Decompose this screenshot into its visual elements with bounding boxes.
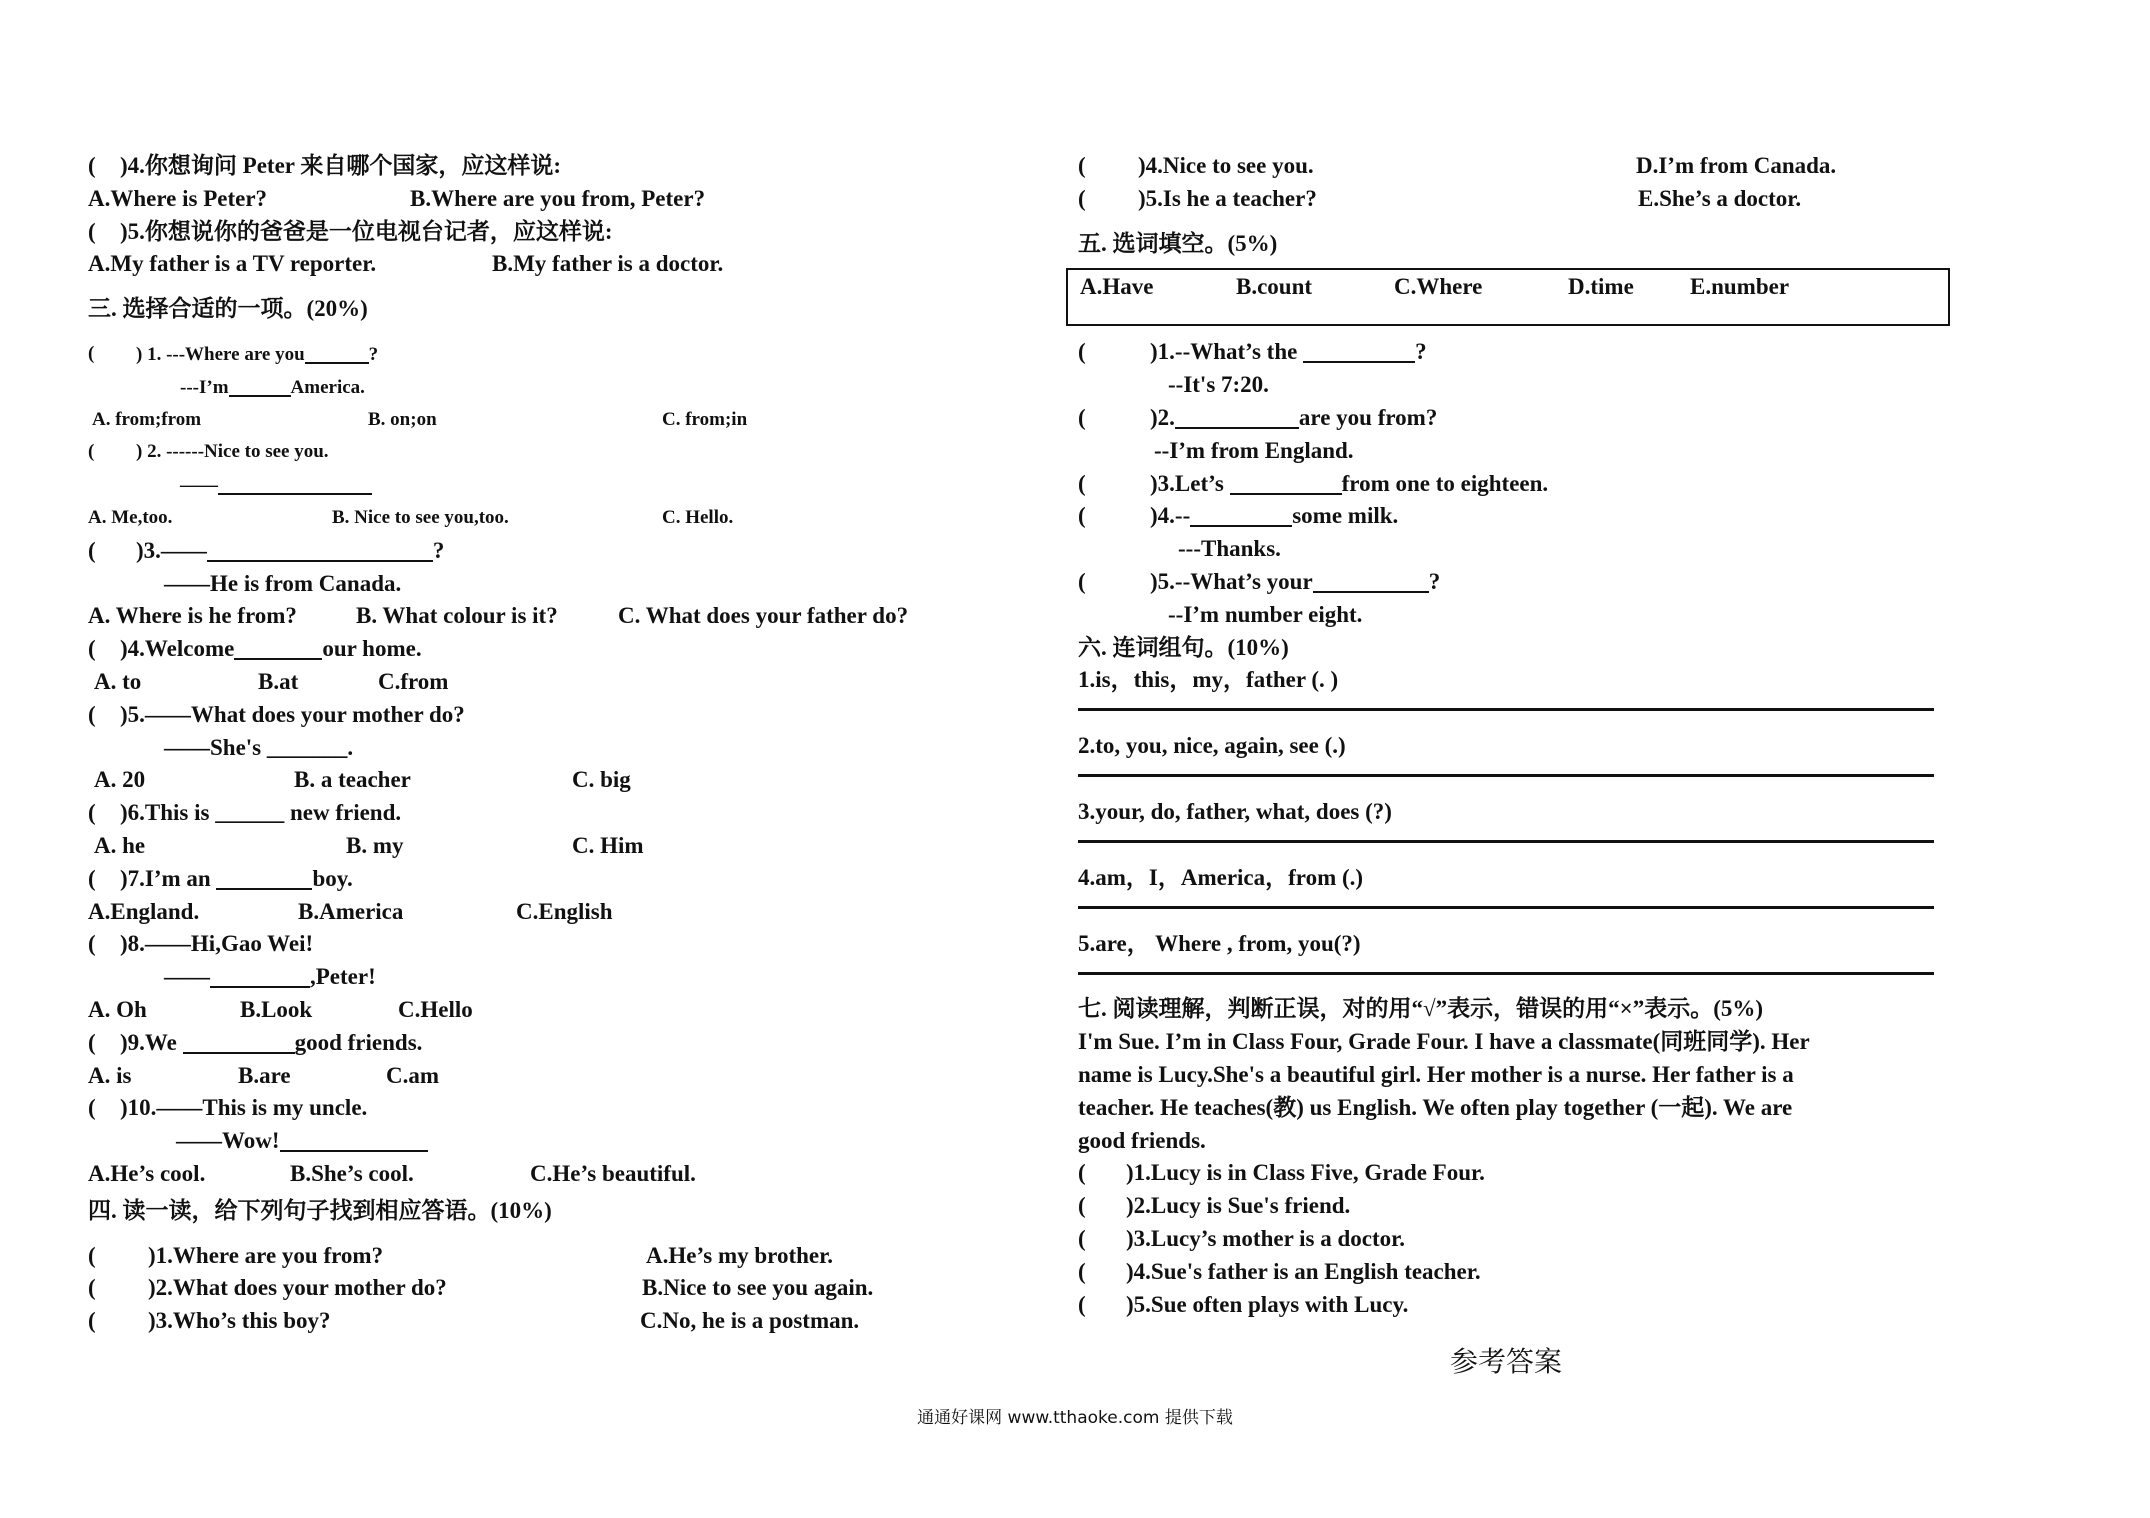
option-b: B. a teacher xyxy=(294,767,411,793)
answer-paren[interactable]: ( xyxy=(1078,1160,1086,1186)
statement-text: )1.Lucy is in Class Five, Grade Four. xyxy=(1126,1160,1485,1186)
fill-blank[interactable] xyxy=(216,864,312,890)
fill-blank[interactable] xyxy=(1303,337,1415,363)
answer-option: D.I’m from Canada. xyxy=(1636,153,1837,178)
option-a: A. is xyxy=(88,1062,132,1088)
scrambled-words: 2.to, you, nice, again, see (.) xyxy=(1078,733,1346,759)
word-bank xyxy=(1066,268,1950,326)
passage-line: teacher. He teaches(教) us English. We often play together (一起). We are xyxy=(1078,1094,1793,1120)
question-text: )1.--What’s the ? xyxy=(1150,339,1427,365)
fill-blank[interactable] xyxy=(1190,501,1292,527)
answer-paren[interactable]: ( xyxy=(1078,1258,1086,1284)
option-b: B.are xyxy=(238,1062,291,1088)
option-a: A. Oh xyxy=(88,996,147,1022)
option-a: A.Where is Peter? xyxy=(88,185,268,211)
fill-blank[interactable] xyxy=(305,338,369,364)
reply-line: ——She's _______. xyxy=(164,734,354,760)
answer-option: C.No, he is a postman. xyxy=(640,1308,860,1334)
question-text: )4.-- some milk. xyxy=(1150,503,1399,529)
answer-paren[interactable]: ( xyxy=(1078,1291,1086,1317)
fill-blank[interactable] xyxy=(280,1126,428,1152)
reply-line: --I’m from England. xyxy=(1154,437,1354,463)
options-line xyxy=(88,183,988,216)
answer-paren[interactable]: ( xyxy=(88,218,96,244)
answer-paren[interactable]: ( xyxy=(1078,185,1086,211)
option-a: A. Where is he from? xyxy=(88,603,297,629)
option-b: B. What colour is it? xyxy=(356,603,558,629)
question-line xyxy=(88,535,988,568)
answer-paren[interactable]: ( xyxy=(1078,404,1086,430)
statement-text: )5.Sue often plays with Lucy. xyxy=(1126,1291,1409,1317)
option-c: C. big xyxy=(572,767,631,793)
question-text: )5.--What’s your ? xyxy=(1150,568,1441,594)
question-text: )4.你想询问 Peter 来自哪个国家，应这样说: xyxy=(120,153,561,178)
passage-line: good friends. xyxy=(1078,1127,1206,1153)
option-a: A.He’s cool. xyxy=(88,1160,206,1186)
answer-option: A.He’s my brother. xyxy=(646,1242,833,1268)
answer-paren[interactable]: ( xyxy=(1078,503,1086,529)
section-title: 七. 阅读理解，判断正误，对的用“√”表示，错误的用“×”表示。(5%) xyxy=(1078,996,1764,1022)
judge-line xyxy=(1078,1190,1948,1223)
question-line xyxy=(1078,500,1948,533)
judge-line xyxy=(1078,1223,1948,1256)
answer-paren[interactable]: ( xyxy=(1078,1193,1086,1219)
answer-line[interactable] xyxy=(1078,972,1934,975)
question-text: ) 1. ---Where are you ? xyxy=(136,338,378,372)
scrambled-words: 3.your, do, father, what, does (?) xyxy=(1078,798,1392,824)
option-c: C.Hello xyxy=(398,996,473,1022)
answer-line[interactable] xyxy=(1078,774,1934,777)
fill-blank[interactable] xyxy=(207,536,433,562)
question-line xyxy=(88,436,988,469)
question-text: )5.你想说你的爸爸是一位电视台记者，应这样说: xyxy=(120,218,613,244)
scrambled-words: 4.am，I，America，from (.) xyxy=(1078,864,1364,890)
option-c: C.English xyxy=(516,898,613,924)
question-text: )3.Let’s from one to eighteen. xyxy=(1150,470,1549,496)
question-line xyxy=(1078,402,1948,435)
option-c: C. What does your father do? xyxy=(618,603,909,629)
option-c: C. Him xyxy=(572,832,644,858)
question-line xyxy=(88,863,988,896)
fill-blank[interactable] xyxy=(210,962,310,988)
question-text: )2. are you from? xyxy=(1150,404,1438,430)
options-line xyxy=(88,896,988,929)
answer-line[interactable] xyxy=(1078,708,1934,711)
reply-line: --It's 7:20. xyxy=(1168,372,1269,398)
reply-line: —— xyxy=(88,469,988,502)
question-line xyxy=(1078,468,1948,501)
answer-paren[interactable]: ( xyxy=(88,701,96,727)
option-c: C.am xyxy=(386,1062,440,1088)
judge-line xyxy=(1078,1256,1948,1289)
question-line xyxy=(1078,566,1948,599)
options-line xyxy=(88,830,988,863)
question-text: )7.I’m an boy. xyxy=(120,865,353,891)
option-c: C.from xyxy=(378,668,449,694)
answer-paren[interactable]: ( xyxy=(88,1095,96,1121)
statement-text: )4.Sue's father is an English teacher. xyxy=(1126,1258,1481,1284)
question-text: )2.What does your mother do? xyxy=(148,1275,447,1301)
question-text: )4.Welcome our home. xyxy=(120,636,422,662)
option-c: C. from;in xyxy=(662,408,748,430)
answer-paren[interactable]: ( xyxy=(88,537,96,563)
section-title: 五. 选词填空。(5%) xyxy=(1078,230,1278,256)
question-line xyxy=(88,338,988,371)
judge-line xyxy=(1078,1157,1948,1190)
reply-line: --I’m number eight. xyxy=(1168,601,1363,627)
passage-line: I'm Sue. I’m in Class Four, Grade Four. I have a classmate(同班同学). Her xyxy=(1078,1029,1810,1055)
options-line xyxy=(88,994,988,1027)
answer-paren[interactable]: ( xyxy=(1078,568,1086,594)
word-option: E.number xyxy=(1690,274,1790,300)
option-a: A. 20 xyxy=(94,767,146,793)
reply-line: ——Wow! xyxy=(88,1125,988,1158)
option-b: B.at xyxy=(258,668,299,694)
question-text: )5.Is he a teacher? xyxy=(1138,185,1317,211)
match-line xyxy=(88,1272,988,1305)
fill-blank[interactable] xyxy=(218,469,372,495)
fill-blank[interactable] xyxy=(1313,567,1429,593)
section-title: 三. 选择合适的一项。(20%) xyxy=(88,296,368,322)
match-line xyxy=(1078,150,1948,183)
option-b: B.My father is a doctor. xyxy=(492,251,724,277)
option-a: A.England. xyxy=(88,898,200,924)
options-line xyxy=(88,1158,988,1191)
judge-line xyxy=(1078,1289,1948,1322)
option-a: A.My father is a TV reporter. xyxy=(88,251,377,277)
word-option: C.Where xyxy=(1394,274,1483,300)
answer-paren[interactable]: ( xyxy=(1078,339,1086,365)
answer-line[interactable] xyxy=(1078,840,1934,843)
option-c: C. Hello. xyxy=(662,506,734,528)
question-line xyxy=(88,928,988,961)
option-a: A. Me,too. xyxy=(88,506,173,528)
question-line xyxy=(1078,336,1948,369)
question-text: )9.We good friends. xyxy=(120,1029,423,1055)
question-text: )6.This is ______ new friend. xyxy=(120,800,402,826)
reply-line: ---I’m America. xyxy=(88,371,988,404)
question-text: )4.Nice to see you. xyxy=(1138,153,1314,178)
answer-paren[interactable]: ( xyxy=(88,153,96,178)
option-b: B. Nice to see you,too. xyxy=(332,506,509,528)
reply-line: ---Thanks. xyxy=(1178,536,1281,562)
answer-paren[interactable]: ( xyxy=(88,1242,96,1268)
options-line xyxy=(88,502,988,535)
question-line xyxy=(88,216,988,249)
scrambled-words: 1.is，this，my，father (. ) xyxy=(1078,667,1339,693)
answer-paren[interactable]: ( xyxy=(1078,1225,1086,1251)
options-line xyxy=(88,248,988,281)
answer-paren[interactable]: ( xyxy=(1078,153,1086,178)
sentence-item xyxy=(1078,664,1948,730)
option-b: B. on;on xyxy=(368,408,437,430)
answer-paren[interactable]: ( xyxy=(88,636,96,662)
answer-paren[interactable]: ( xyxy=(88,1275,96,1301)
fill-blank[interactable] xyxy=(234,634,322,660)
question-line xyxy=(88,633,988,666)
answer-paren[interactable]: ( xyxy=(88,931,96,957)
option-a: A. he xyxy=(94,832,146,858)
match-line xyxy=(88,1240,988,1273)
word-option: A.Have xyxy=(1080,274,1154,300)
question-text: )3.—— ? xyxy=(136,537,445,563)
question-text: )3.Who’s this boy? xyxy=(148,1308,331,1334)
answer-paren[interactable]: ( xyxy=(88,865,96,891)
option-b: B. my xyxy=(346,832,404,858)
scrambled-words: 5.are， Where , from, you(?) xyxy=(1078,930,1361,956)
answer-paren[interactable]: ( xyxy=(88,342,95,364)
fill-blank[interactable] xyxy=(229,371,291,397)
word-option: D.time xyxy=(1568,274,1634,300)
word-option: B.count xyxy=(1236,274,1313,300)
option-b: B.America xyxy=(298,898,404,924)
sentence-item xyxy=(1078,862,1948,928)
reply-line: —— ,Peter! xyxy=(164,964,376,990)
sentence-item xyxy=(1078,796,1948,862)
answer-paren[interactable]: ( xyxy=(88,800,96,826)
section-title: 四. 读一读，给下列句子找到相应答语。(10%) xyxy=(88,1197,552,1223)
option-c: C.He’s beautiful. xyxy=(530,1160,696,1186)
question-text: )5.——What does your mother do? xyxy=(120,701,465,727)
answer-option: B.Nice to see you again. xyxy=(642,1275,874,1301)
option-b: B.She’s cool. xyxy=(290,1160,414,1186)
answer-paren[interactable]: ( xyxy=(88,1308,96,1334)
fill-blank[interactable] xyxy=(1230,469,1342,495)
question-line xyxy=(88,797,988,830)
reference-answer-heading: 参考答案 xyxy=(1450,1345,1563,1378)
question-text: )10.——This is my uncle. xyxy=(120,1095,368,1121)
sentence-item xyxy=(1078,730,1948,796)
fill-blank[interactable] xyxy=(1175,403,1299,429)
options-line xyxy=(88,1060,988,1093)
question-line xyxy=(88,150,988,183)
question-line xyxy=(88,1092,988,1125)
question-line xyxy=(88,699,988,732)
options-line xyxy=(88,600,988,633)
page-footer: 通通好课网 www.tthaoke.com 提供下载 xyxy=(917,1408,1233,1428)
passage-line: name is Lucy.She's a beautiful girl. Her mother is a nurse. Her father is a xyxy=(1078,1061,1794,1087)
left-column xyxy=(88,150,988,1338)
option-a: A. from;from xyxy=(92,408,202,430)
options-line xyxy=(88,404,988,437)
sentence-item xyxy=(1078,928,1948,994)
question-text: )1.Where are you from? xyxy=(148,1242,384,1268)
statement-text: )2.Lucy is Sue's friend. xyxy=(1126,1193,1351,1219)
option-b: B.Look xyxy=(240,996,313,1022)
match-line xyxy=(88,1305,988,1338)
reply-line: ——He is from Canada. xyxy=(164,570,402,596)
right-column xyxy=(1078,150,1948,1321)
answer-line[interactable] xyxy=(1078,906,1934,909)
answer-paren[interactable]: ( xyxy=(1078,470,1086,496)
answer-option: E.She’s a doctor. xyxy=(1638,185,1802,211)
section-title: 六. 连词组句。(10%) xyxy=(1078,634,1289,660)
option-b: B.Where are you from, Peter? xyxy=(410,185,706,211)
fill-blank[interactable] xyxy=(183,1028,295,1054)
match-line xyxy=(1078,183,1948,216)
statement-text: )3.Lucy’s mother is a doctor. xyxy=(1126,1225,1405,1251)
question-line xyxy=(88,1027,988,1060)
answer-paren[interactable]: ( xyxy=(88,441,95,463)
options-line xyxy=(88,764,988,797)
question-text: ) 2. ------Nice to see you. xyxy=(136,441,329,463)
answer-paren[interactable]: ( xyxy=(88,1029,96,1055)
option-a: A. to xyxy=(94,668,142,694)
options-line xyxy=(88,666,988,699)
question-text: )8.——Hi,Gao Wei! xyxy=(120,931,314,957)
